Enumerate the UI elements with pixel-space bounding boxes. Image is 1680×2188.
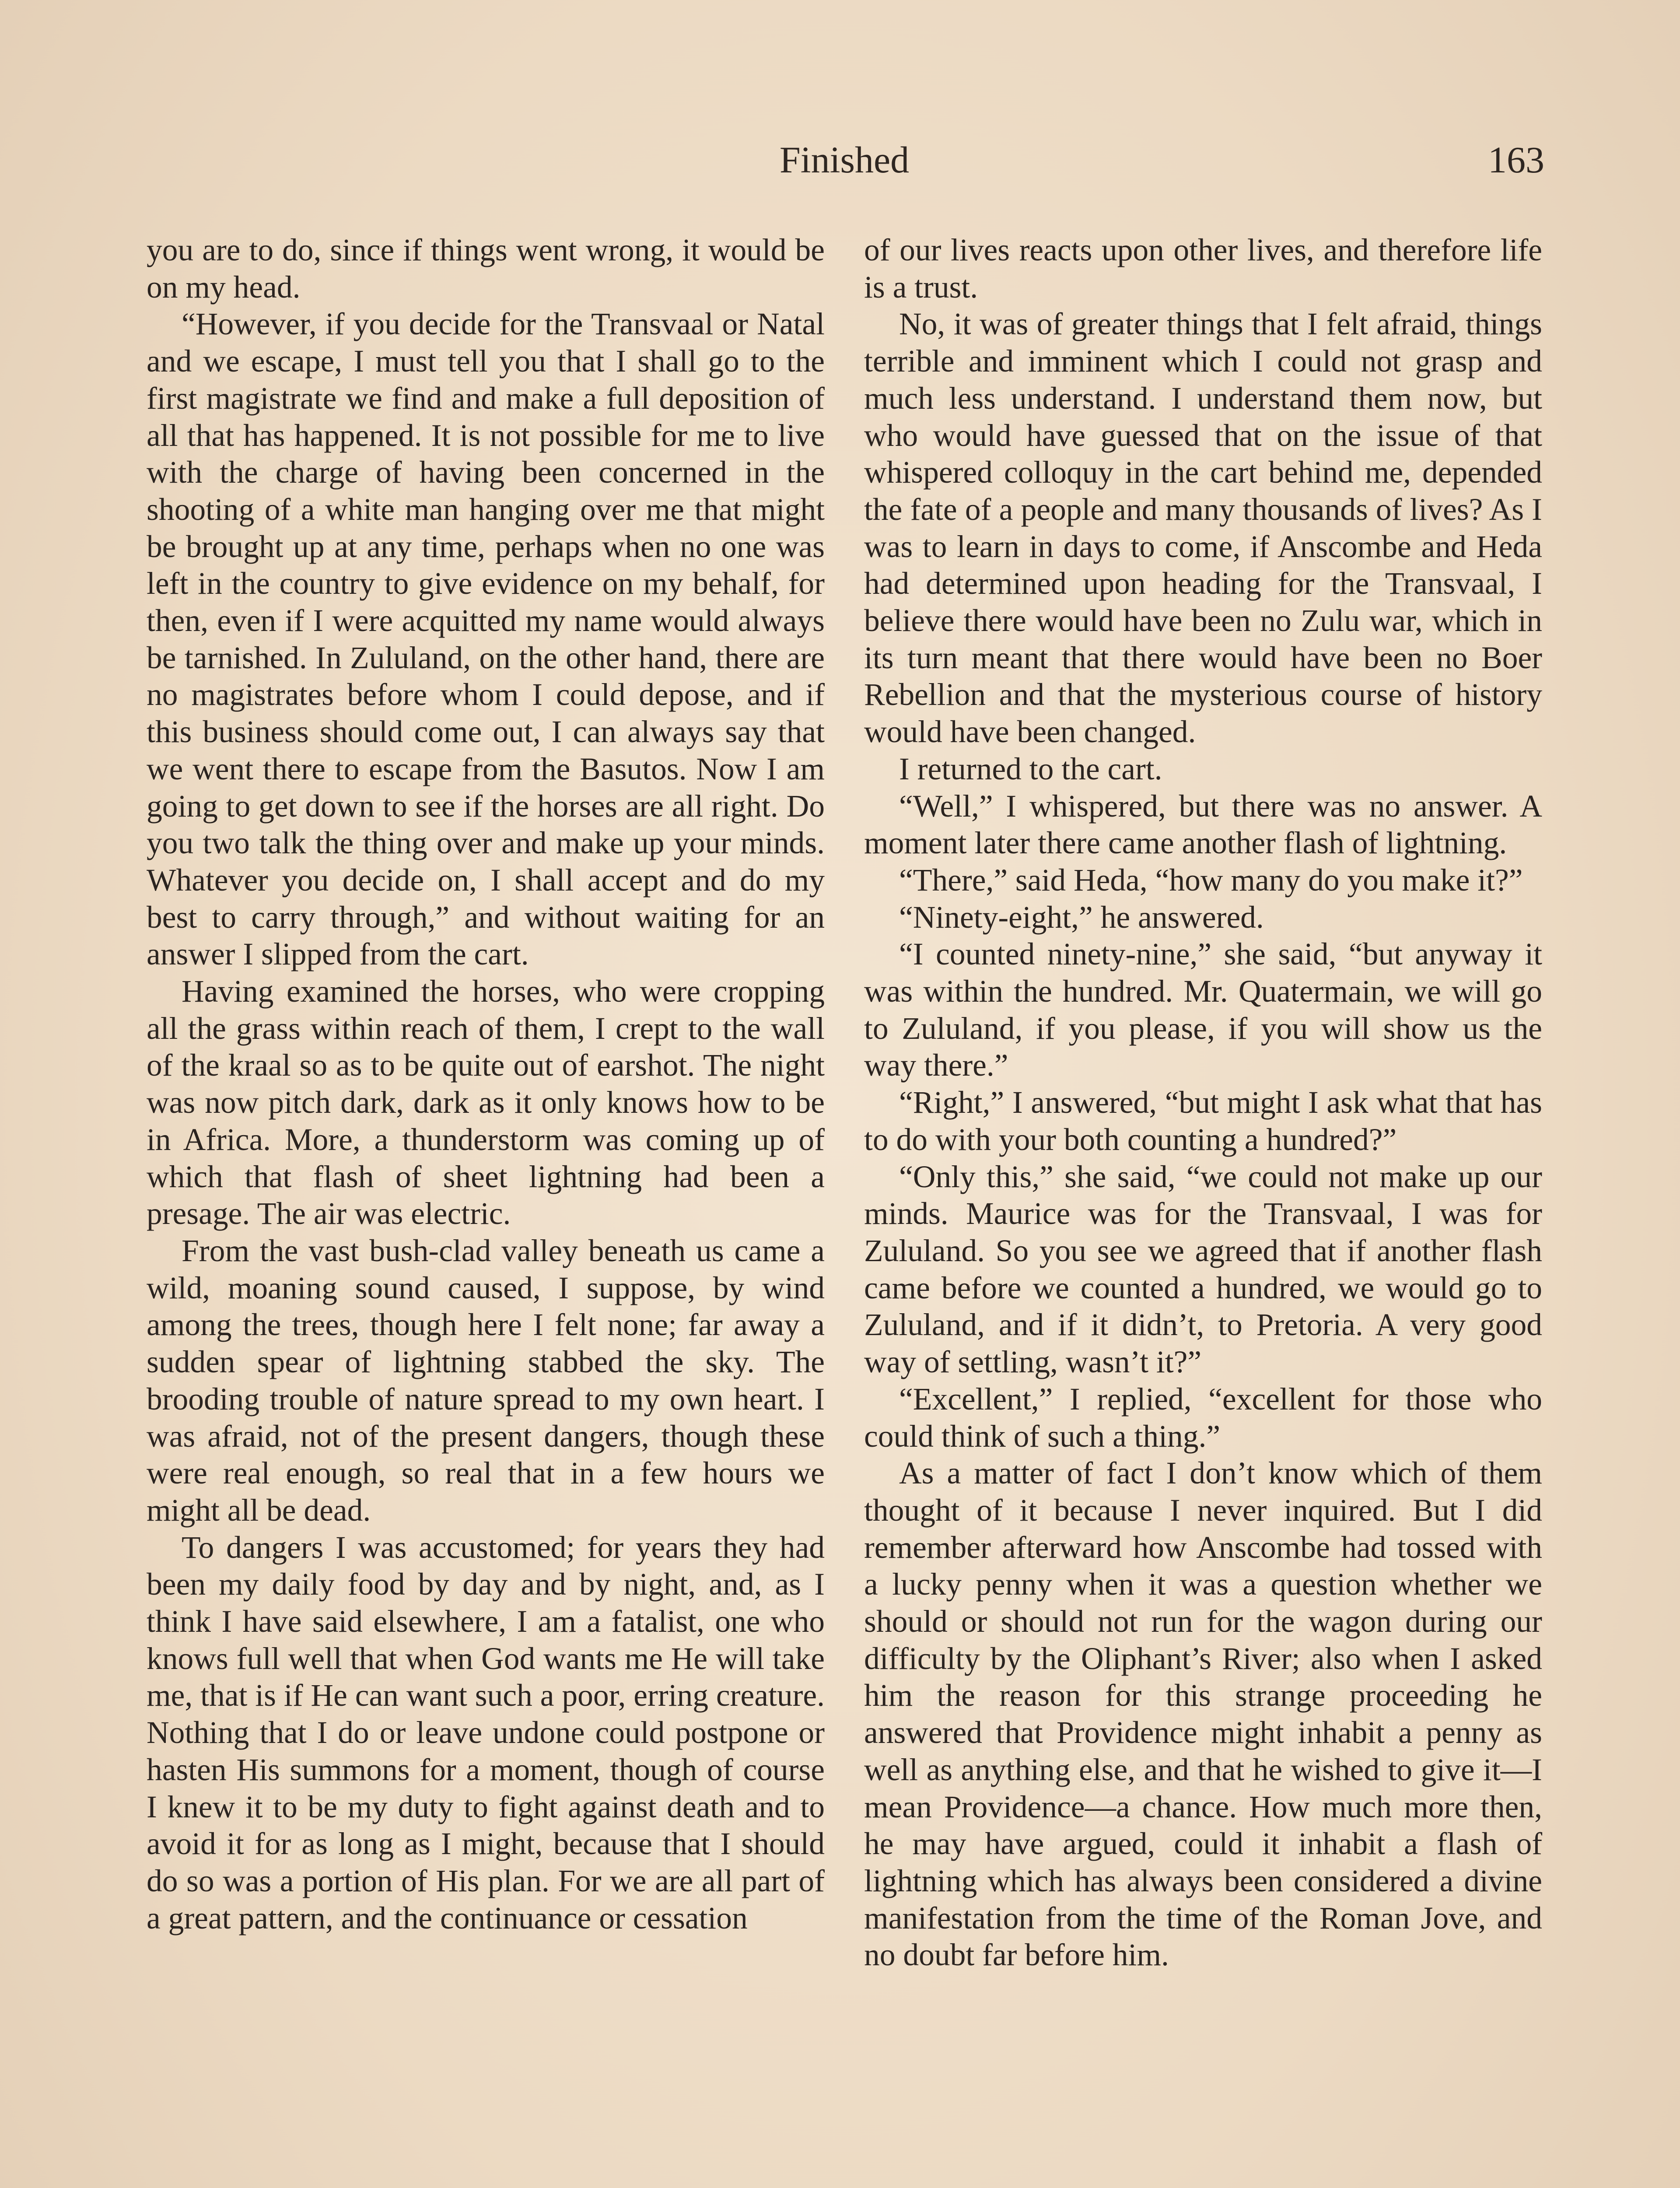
page-title: Finished (779, 139, 910, 181)
paragraph: “Only this,” she said, “we could not make up our minds. Maurice was for the Transvaal, I was for Zululand. So you see we agreed that if another flash came before we counted a hundred, we would go to Zululand, and if it didn’t, to Pretoria. A very good way of settling, wasn’t it?” (864, 1159, 1542, 1380)
paragraph: of our lives reacts upon other lives, and therefore life is a trust. (864, 233, 1542, 305)
left-column (147, 232, 825, 1937)
paragraph: “Well,” I whispered, but there was no answer. A moment later there came another flash of lightning. (864, 789, 1542, 861)
paragraph: To dangers I was accustomed; for years they had been my daily food by day and by night, and, as I think I have said elsewhere, I am a fatalist, one who knows full well that when God wants me He will take me, that is if He can want such a poor, erring creature. Nothing that I do or leave undone could postpone or hasten His summons for a moment, though of course I knew it to be my duty to fight against death and to avoid it for as long as I might, because that I should do so was a portion of His plan. For we are all part of a great pattern, and the continuance or cessation (147, 1530, 825, 1936)
paragraph: From the vast bush-clad valley beneath us came a wild, moaning sound caused, I suppose, by wind among the trees, though here I felt none; far away a sudden spear of lightning stabbed the sky. The brooding trouble of nature spread to my own heart. I was afraid, not of the present dangers, though these were real enough, so real that in a few hours we might all be dead. (147, 1233, 825, 1528)
paragraph: I returned to the cart. (899, 751, 1162, 786)
paragraph: “Excellent,” I replied, “excellent for those who could think of such a thing.” (864, 1382, 1542, 1454)
paragraph: “However, if you decide for the Transvaal or Natal and we escape, I must tell you that I shall go to the first magistrate we find and make a full deposition of all that has happened. It is not possible for me to live with the charge of having been concerned in the shooting of a white man hanging over me that might be brought up at any time, perhaps when no one was left in the country to give evidence on my behalf, for then, even if I were acquitted my name would always be tarnished. In Zululand, on the other hand, there are no magistrates before whom I could depose, and if this business should come out, I can always say that we went there to escape from the Basutos. Now I am going to get down to see if the horses are all right. Do you two talk the thing over and make up your minds. Whatever you decide on, I shall accept and do my best to carry through,” and without waiting for an answer I slipped from the cart. (147, 307, 825, 972)
paragraph: Having examined the horses, who were cropping all the grass within reach of them, I crept to the wall of the kraal so as to be quite out of earshot. The night was now pitch dark, dark as it only knows how to be in Africa. More, a thunderstorm was coming up of which that flash of sheet lightning had been a presage. The air was electric. (147, 974, 825, 1231)
paragraph: “Right,” I answered, “but might I ask what that has to do with your both counting a hundred?” (864, 1085, 1542, 1157)
paragraph: “Ninety-eight,” he answered. (899, 900, 1264, 935)
right-column (864, 232, 1542, 1974)
paragraph: As a matter of fact I don’t know which of them thought of it because I never inquired. But I did remember afterward how Anscombe had tossed with a lucky penny when it was a question whether we should or should not run for the wagon during our difficulty by the Oliphant’s River; also when I asked him the reason for this strange proceeding he answered that Providence might inhabit a penny as well as anything else, and that he wished to give it—I mean Providence—a chance. How much more then, he may have argued, could it inhabit a flash of lightning which has always been considered a divine manifestation from the time of the Roman Jove, and no doubt far before him. (864, 1456, 1542, 1973)
running-header (0, 133, 1680, 190)
paragraph: “I counted ninety-nine,” she said, “but anyway it was within the hundred. Mr. Quatermain, we will go to Zululand, if you please, if you will show us the way there.” (864, 937, 1542, 1083)
paragraph: you are to do, since if things went wrong, it would be on my head. (147, 233, 825, 305)
paragraph: “There,” said Heda, “how many do you make it?” (899, 863, 1523, 898)
page-number: 163 (1488, 139, 1544, 181)
paragraph: No, it was of greater things that I felt afraid, things terrible and imminent which I could not grasp and much less understand. I understand them now, but who would have guessed that on the issue of that whispered colloquy in the cart behind me, depended the fate of a people and many thousands of lives? As I was to learn in days to come, if Anscombe and Heda had determined upon heading for the Transvaal, I believe there would have been no Zulu war, which in its turn meant that there would have been no Boer Rebellion and that the mysterious course of history would have been changed. (864, 307, 1542, 750)
